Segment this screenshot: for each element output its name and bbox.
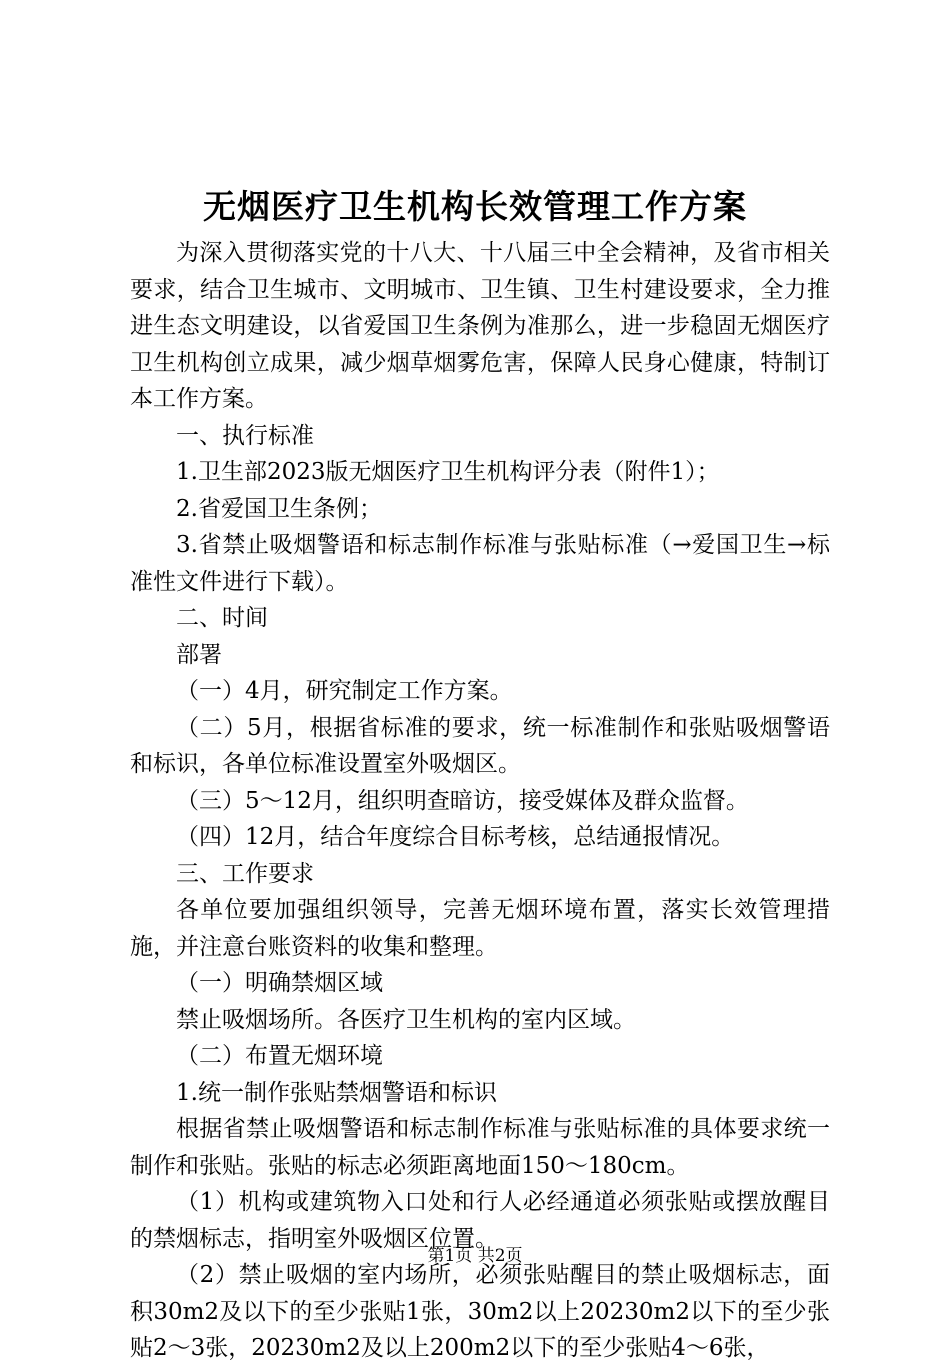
page-footer: 第1页 共2页 <box>427 1246 523 1266</box>
paragraph: 部署 <box>176 641 222 668</box>
list-item: 2.省爱国卫生条例； <box>176 495 382 522</box>
section-heading: 二、时间 <box>176 605 268 631</box>
subsection-heading: （二）布置无烟环境 <box>176 1043 383 1069</box>
subsection-heading: （一）明确禁烟区域 <box>176 970 383 996</box>
list-item: （三）5～12月，组织明查暗访，接受媒体及群众监督。 <box>176 787 749 814</box>
document-title: 无烟医疗卫生机构长效管理工作方案 <box>203 187 747 226</box>
paragraph: 禁止吸烟场所。各医疗卫生机构的室内区域。 <box>176 1006 636 1033</box>
paragraph: 各单位要加强组织领导，完善无烟环境布置，落实长效管理措施，并注意台账资料的收集和整理。 <box>130 897 830 960</box>
list-item: （四）12月，结合年度综合目标考核，总结通报情况。 <box>176 824 735 850</box>
section-heading: 一、执行标准 <box>176 422 314 449</box>
list-item: （一）4月，研究制定工作方案。 <box>176 678 513 704</box>
paragraph-intro: 为深入贯彻落实党的十八大、十八届三中全会精神，及省市相关要求，结合卫生城市、文明城市、卫生镇、卫生村建设要求，全力推进生态文明建设，以省爱国卫生条例为准那么，进一步稳固无烟医疗卫生机构创立成果，减少烟草烟雾危害，保障人民身心健康，特制订本工作方案。 <box>130 240 830 412</box>
document-body <box>130 235 830 1367</box>
list-item: 1.统一制作张贴禁烟警语和标识 <box>176 1079 497 1106</box>
paragraph: 根据省禁止吸烟警语和标志制作标准与张贴标准的具体要求统一制作和张贴。张贴的标志必须距离地面150～180cm。 <box>130 1116 830 1179</box>
list-item: （2）禁止吸烟的室内场所，必须张贴醒目的禁止吸烟标志，面积30m2及以下的至少张贴1张，30m2以上20230m2以下的至少张贴2～3张，20230m2及以上200m2以下的至少张贴4～6张， <box>130 1262 830 1361</box>
list-item: （二）5月，根据省标准的要求，统一标准制作和张贴吸烟警语和标识，各单位标准设置室外吸烟区。 <box>130 714 830 777</box>
list-item: 3.省禁止吸烟警语和标志制作标准与张贴标准（→爱国卫生→标准性文件进行下载）。 <box>130 532 830 595</box>
section-heading: 三、工作要求 <box>176 860 314 887</box>
list-item: （1）机构或建筑物入口处和行人必经通道必须张贴或摆放醒目的禁烟标志，指明室外吸烟区位置。 <box>130 1189 830 1252</box>
list-item: 1.卫生部2023版无烟医疗卫生机构评分表（附件1）； <box>176 459 720 485</box>
